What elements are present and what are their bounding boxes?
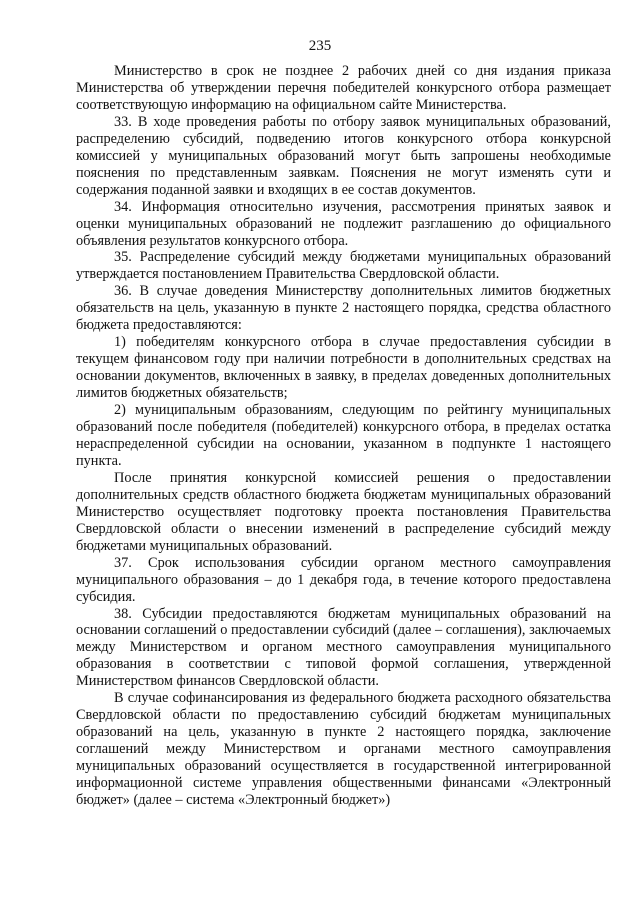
paragraph: После принятия конкурсной комиссией решения о предоставлении дополнительных средств областного бюджета бюджетам муниципальных образований Министерство осуществляет подготовку проекта постановления Правительства Свердловской области о внесении изменений в распределение субсидий между бюджетами муниципальных образований. xyxy=(76,469,611,554)
paragraph-item-36: 36. В случае доведения Министерству дополнительных лимитов бюджетных обязательств на цель, указанную в пункте 2 настоящего порядка, средства областного бюджета предоставляются: xyxy=(76,283,611,334)
paragraph-item-33: 33. В ходе проведения работы по отбору заявок муниципальных образований, распределению субсидий, подведению итогов конкурсного отбора конкурсной комиссией у муниципальных образований могут быть запрошены необходимые пояснения по представленным заявкам. Пояснения не могут изменять сути и содержания поданной заявки и входящих в ее состав документов. xyxy=(76,113,611,198)
subparagraph-2: 2) муниципальным образованиям, следующим по рейтингу муниципальных образований после победителя (победителей) конкурсного отбора, в пределах остатка нераспределенной субсидии на основании, указанном в подпункте 1 настоящего пункта. xyxy=(76,402,611,469)
paragraph-item-37: 37. Срок использования субсидии органом местного самоуправления муниципального образования – до 1 декабря года, в течение которого предоставлена субсидия. xyxy=(76,554,611,605)
document-body xyxy=(76,63,611,809)
paragraph-item-35: 35. Распределение субсидий между бюджетами муниципальных образований утверждается постановлением Правительства Свердловской области. xyxy=(76,249,611,283)
paragraph: Министерство в срок не позднее 2 рабочих дней со дня издания приказа Министерства об утверждении перечня победителей конкурсного отбора размещает соответствующую информацию на официальном сайте Министерства. xyxy=(76,63,611,113)
paragraph: В случае софинансирования из федерального бюджета расходного обязательства Свердловской области по предоставлению субсидий бюджетам муниципальных образований на цель, указанную в пункте 2 настоящего порядка, заключение соглашений между Министерством и органами местного самоуправления муниципальных образований осуществляется в государственной интегрированной информационной системе управления общественными финансами «Электронный бюджет» (далее – система «Электронный бюджет») xyxy=(76,690,611,808)
subparagraph-1: 1) победителям конкурсного отбора в случае предоставления субсидии в текущем финансовом году при наличии потребности в дополнительных средствах на основании документов, включенных в заявку, в пределах доведенных дополнительных лимитов бюджетных обязательств; xyxy=(76,334,611,402)
page-number: 235 xyxy=(308,38,332,54)
paragraph-item-38: 38. Субсидии предоставляются бюджетам муниципальных образований на основании соглашений о предоставлении субсидий (далее – соглашения), заключаемых между Министерством и органом местного самоуправления муниципального образования в соответствии с типовой формой соглашения, утвержденной Министерством финансов Свердловской области. xyxy=(76,605,611,690)
paragraph-item-34: 34. Информация относительно изучения, рассмотрения принятых заявок и оценки муниципальных образований не подлежит разглашению до официального объявления результатов конкурсного отбора. xyxy=(76,198,611,249)
